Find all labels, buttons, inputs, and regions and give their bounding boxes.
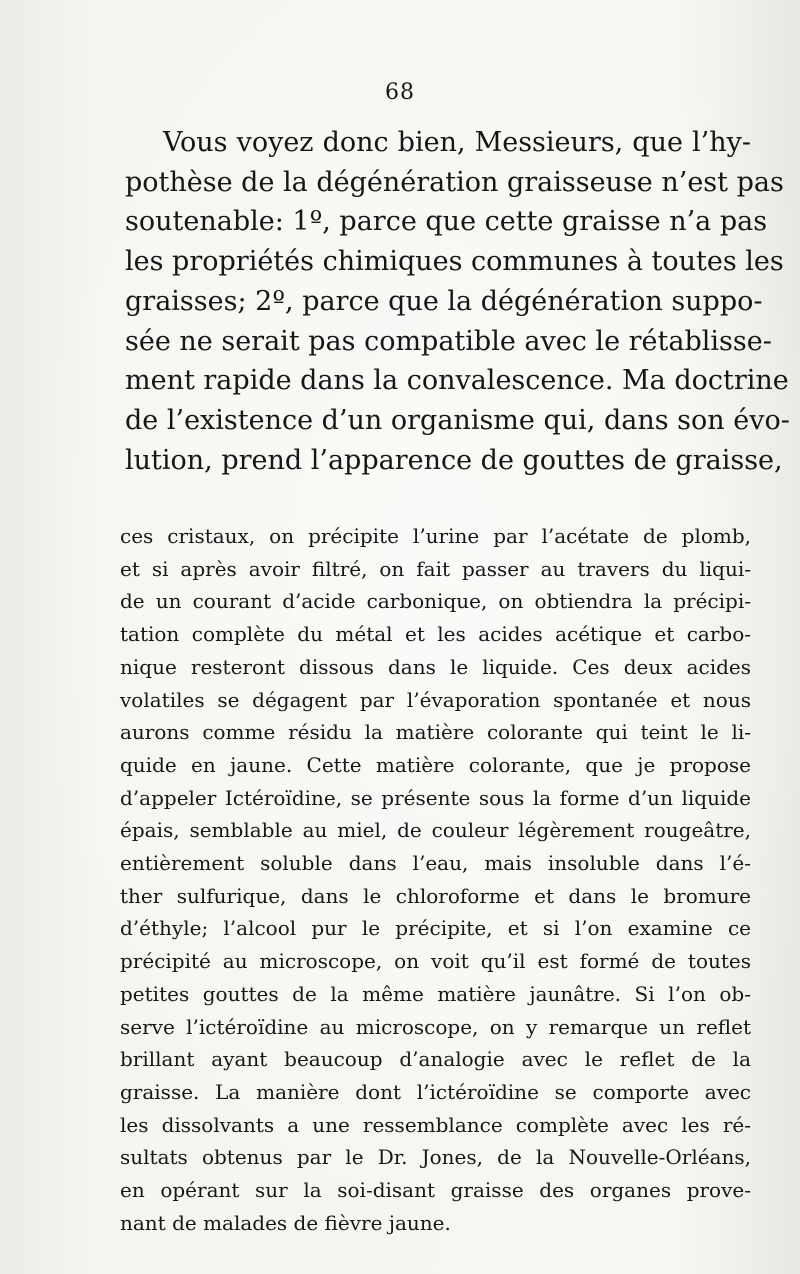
text-line: d’éthyle; l’alcool pur le précipite, et si l’on examine ce: [120, 916, 751, 941]
text-line: sultats obtenus par le Dr. Jones, de la Nouvelle-Orléans,: [120, 1145, 751, 1170]
text-line: ther sulfurique, dans le chloroforme et dans le bromure: [120, 883, 751, 908]
text-line: les propriétés chimiques communes à toutes les: [125, 246, 784, 278]
text-line: épais, semblable au miel, de couleur légèrement rougeâtre,: [120, 818, 751, 843]
text-line: ment rapide dans la convalescence. Ma doctrine: [125, 365, 789, 397]
text-line: ces cristaux, on précipite l’urine par l’acétate de plomb,: [120, 524, 751, 548]
text-line: et si après avoir filtré, on fait passer au travers du liqui-: [120, 556, 751, 581]
text-line: nique resteront dissous dans le liquide. Ces deux acides: [120, 654, 751, 679]
text-line: soutenable: 1º, parce que cette graisse n’a pas: [125, 206, 768, 238]
text-line: graisse. La manière dont l’ictéroïdine se comporte avec: [120, 1079, 751, 1104]
text-line: Vous voyez donc bien, Messieurs, que l’hy-: [163, 127, 751, 158]
text-line: petites gouttes de la même matière jaunâtre. Si l’on ob-: [120, 981, 751, 1006]
text-line: précipité au microscope, on voit qu’il est formé de toutes: [120, 949, 751, 974]
text-line: brillant ayant beaucoup d’analogie avec le reflet de la: [120, 1047, 751, 1072]
text-line: tation complète du métal et les acides acétique et carbo-: [120, 622, 751, 647]
text-line: lution, prend l’apparence de gouttes de graisse,: [125, 444, 783, 476]
text-line: pothèse de la dégénération graisseuse n’est pas: [125, 166, 784, 198]
text-line: volatiles se dégagent par l’évaporation spontanée et nous: [120, 687, 751, 712]
text-line: de l’existence d’un organisme qui, dans son évo-: [125, 404, 790, 436]
text-line: de un courant d’acide carbonique, on obtiendra la précipi-: [120, 589, 751, 614]
text-line: quide en jaune. Cette matière colorante, que je propose: [120, 752, 751, 777]
text-line: d’appeler Ictéroïdine, se présente sous la forme d’un liquide: [120, 785, 751, 810]
text-line: graisses; 2º, parce que la dégénération suppo-: [125, 285, 763, 317]
text-line: nant de malades de fièvre jaune.: [120, 1210, 451, 1235]
text-line: entièrement soluble dans l’eau, mais insoluble dans l’é-: [120, 851, 751, 876]
text-line: en opérant sur la soi-disant graisse des organes prove-: [120, 1178, 751, 1203]
text-line: serve l’ictéroïdine au microscope, on y remarque un reflet: [120, 1014, 751, 1039]
text-line: sée ne serait pas compatible avec le rétablisse-: [125, 325, 772, 357]
page-number: 68: [385, 80, 415, 105]
lower-paragraph: [120, 520, 751, 1239]
text-line: aurons comme résidu la matière colorante qui teint le li-: [120, 720, 751, 745]
upper-paragraph: [125, 123, 790, 480]
text-line: les dissolvants a une ressemblance complète avec les ré-: [120, 1112, 751, 1137]
